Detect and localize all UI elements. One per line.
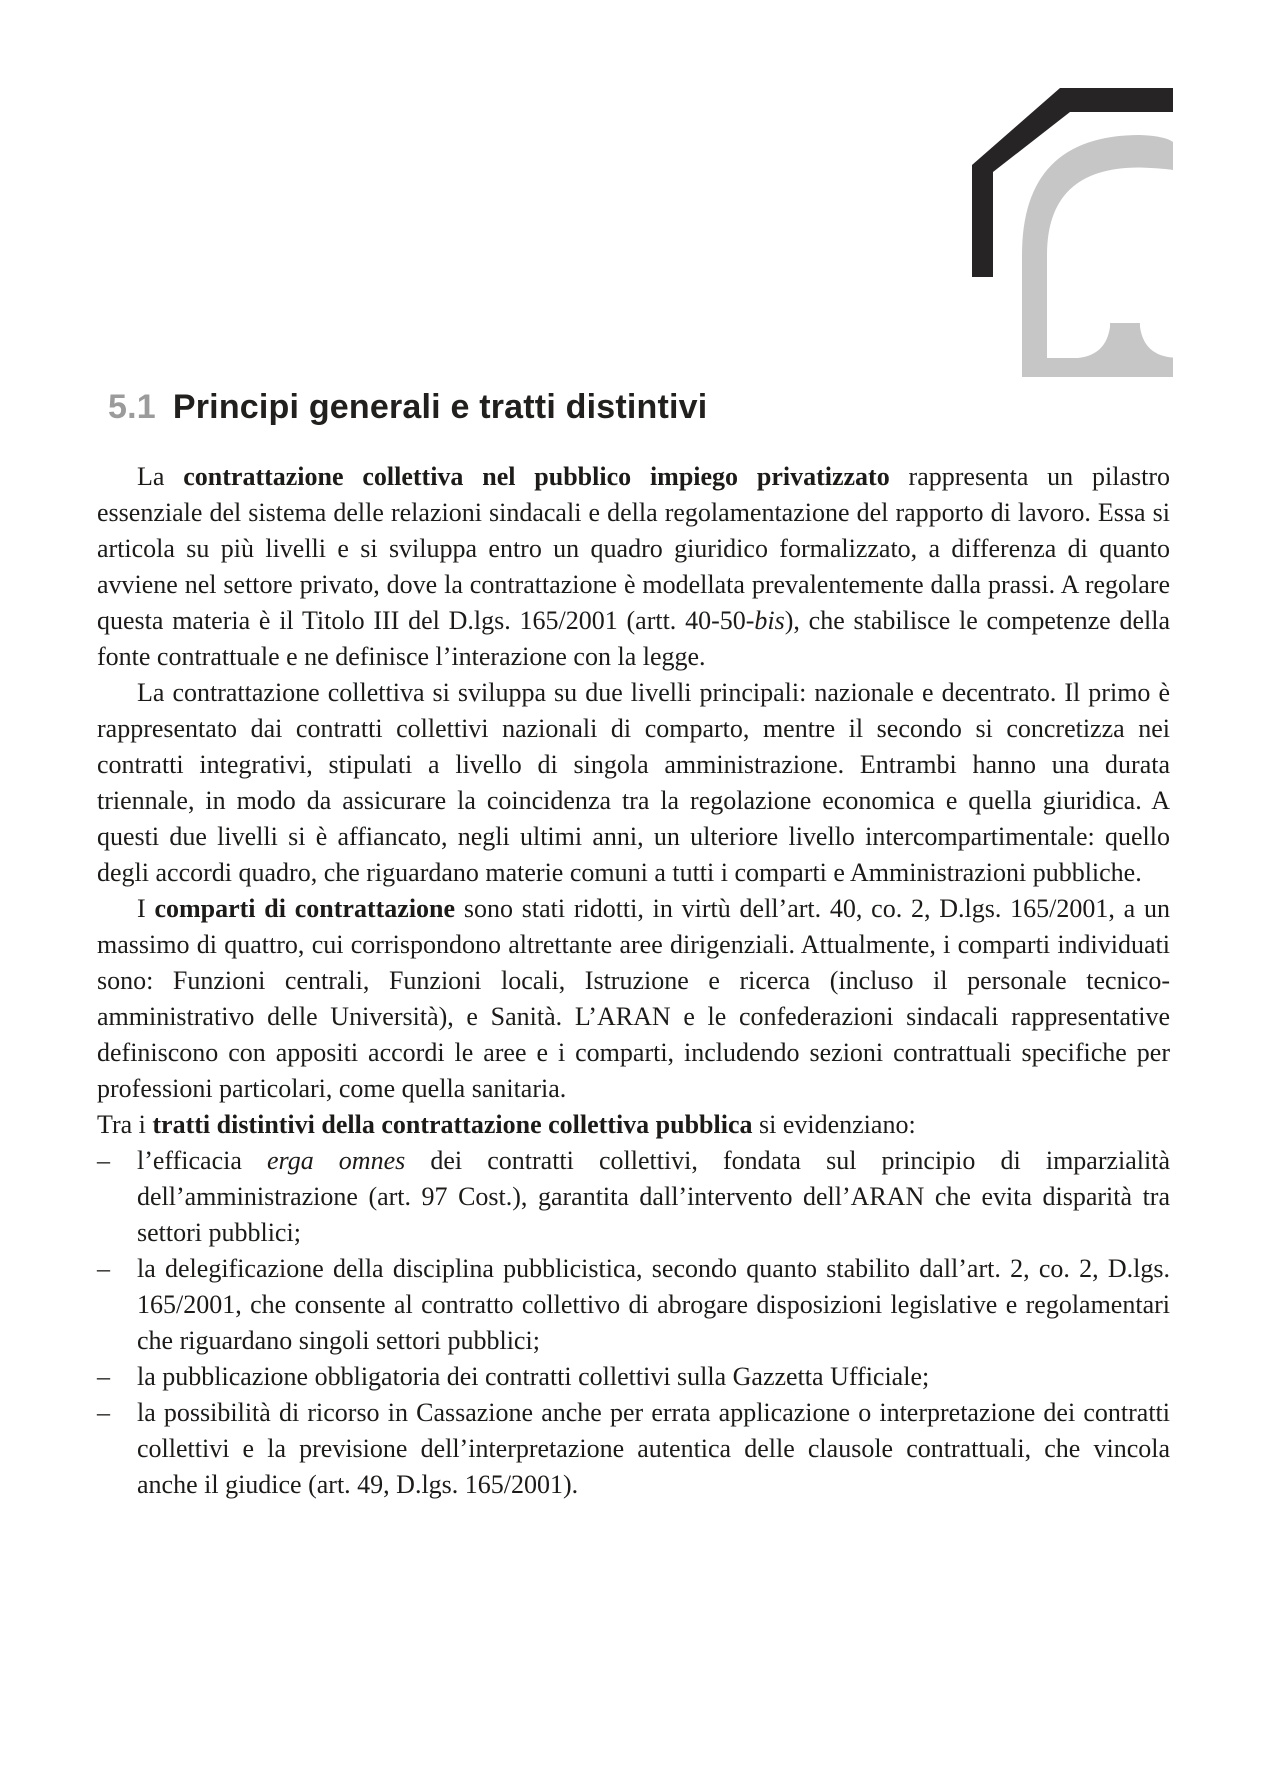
text-run: La [137,462,184,491]
paragraph [97,891,1170,1107]
list-item-text [137,1359,1170,1395]
bold-text-run: comparti di contrattazione [154,894,456,923]
bold-text-run: tratti distintivi della contrattazione collettiva pubblica [152,1110,753,1139]
chapter-decoration [960,80,1180,380]
text-run: I [137,894,155,923]
decoration-gray-arch-shape [1022,135,1173,377]
text-run: la delegificazione della disciplina pubblicistica, secondo quanto stabilito dall’art. 2, co. 2, D.lgs. 165/2001, che consente al contratto collettivo di abrogare disposizioni legislative e regolamentari che riguardano singoli settori pubblici; [137,1254,1170,1355]
list-item [97,1359,1170,1395]
text-run: sono stati ridotti, in virtù dell’art. 40, co. 2, D.lgs. 165/2001, a un massimo di quattro, cui corrispondono altrettante aree dirigenziali. Attualmente, i comparti individuati sono: Funzioni centrali, Funzioni locali, Istruzione e ricerca (incluso il personale tecnico-amministrativo delle Università), e Sanità. L’ARAN e le confederazioni sindacali rappresentative definiscono con appositi accordi le aree e i comparti, includendo sezioni contrattuali specifiche per professioni particolari, come quella sanitaria. [97,894,1170,1103]
text-run: Tra i [97,1110,153,1139]
list-item [97,1251,1170,1359]
text-run: rappresenta un pilastro essenziale del sistema delle relazioni sindacali e della regolamentazione del rapporto di lavoro. Essa si articola su più livelli e si sviluppa entro un quadro giuridico formalizzato, a differenza di quanto avviene nel settore privato, dove la contrattazione è modellata prevalentemente dalla prassi. A regolare questa materia è il Titolo III del D.lgs. 165/2001 (artt. 40-50- [97,462,1170,635]
text-run: ), che stabilisce le competenze della fonte contrattuale e ne definisce l’interazione con la legge. [97,606,1170,671]
bullet-dash: – [97,1146,110,1175]
text-run: l’efficacia [137,1146,267,1175]
text-run: dei contratti collettivi, fondata sul principio di imparzialità dell’amministrazione (art. 97 Cost.), garantita dall’intervento dell’ARAN che evita disparità tra settori pubblici; [137,1146,1170,1247]
paragraph [97,1107,1170,1143]
section-number: 5.1 [108,388,156,426]
list-item-text [137,1251,1170,1359]
bullet-dash: – [97,1398,110,1427]
section-title: Principi generali e tratti distintivi [172,388,708,426]
text-run: si evidenziano: [752,1110,916,1139]
italic-text-run: erga omnes [267,1146,406,1175]
list-item [97,1143,1170,1251]
list-item [97,1395,1170,1503]
bullet-dash: – [97,1362,110,1391]
list-item-text [137,1395,1170,1503]
text-run: la possibilità di ricorso in Cassazione anche per errata applicazione o interpretazione dei contratti collettivi e la previsione dell’interpretazione autentica delle clausole contrattuali, che vincola anche il giudice (art. 49, D.lgs. 165/2001). [137,1398,1170,1499]
italic-text-run: bis [754,606,785,635]
bold-text-run: contrattazione collettiva nel pubblico impiego privatizzato [183,462,890,491]
paragraph [97,675,1170,891]
section-heading [108,388,707,427]
text-run: La contrattazione collettiva si sviluppa su due livelli principali: nazionale e decentrato. Il primo è rappresentato dai contratti collettivi nazionali di comparto, mentre il secondo si concretizza nei contratti integrativi, stipulati a livello di singola amministrazione. Entrambi hanno una durata triennale, in modo da assicurare la coincidenza tra la regolazione economica e quella giuridica. A questi due livelli si è affiancato, negli ultimi anni, un ulteriore livello intercompartimentale: quello degli accordi quadro, che riguardano materie comuni a tutti i comparti e Amministrazioni pubbliche. [97,678,1170,887]
paragraph [97,459,1170,675]
bullet-dash: – [97,1254,110,1283]
list-item-text [137,1143,1170,1251]
text-run: la pubblicazione obbligatoria dei contratti collettivi sulla Gazzetta Ufficiale; [137,1362,930,1391]
article-body [97,459,1170,1503]
